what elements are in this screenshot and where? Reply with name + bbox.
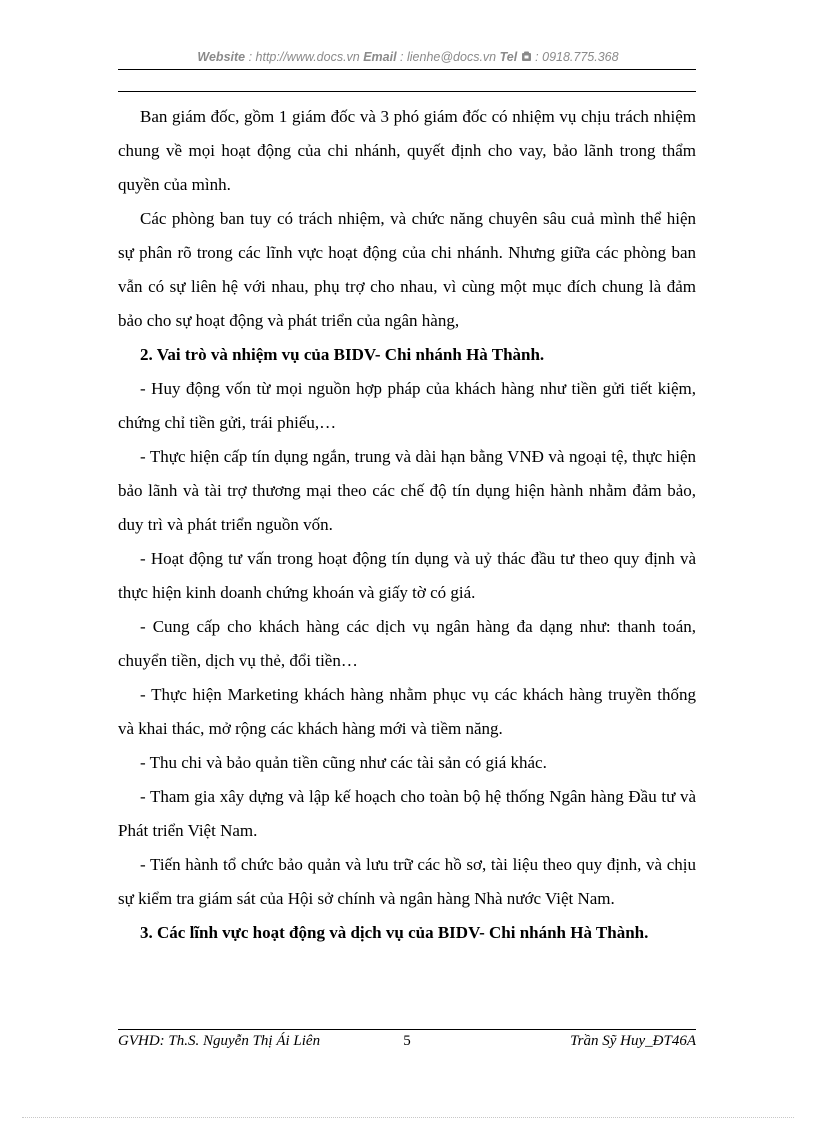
section-heading: 3. Các lĩnh vực hoạt động và dịch vụ của BIDV- Chi nhánh Hà Thành. — [140, 923, 649, 942]
document-body — [118, 100, 696, 950]
paragraph: - Tham gia xây dựng và lập kế hoạch cho toàn bộ hệ thống Ngân hàng Đầu tư và Phát triển Việt Nam. — [118, 787, 696, 840]
page-header — [0, 50, 816, 65]
page-number: 5 — [403, 1033, 411, 1049]
email-value: : lienhe@docs.vn — [396, 50, 500, 64]
author-name: Trần Sỹ Huy_ĐT46A — [570, 1033, 696, 1049]
footer-rule — [118, 1029, 696, 1030]
paragraph: - Tiến hành tổ chức bảo quản và lưu trữ các hồ sơ, tài liệu theo quy định, và chịu sự kiểm tra giám sát của Hội sở chính và ngân hàng Nhà nước Việt Nam. — [118, 855, 696, 908]
website-value: : http://www.docs.vn — [245, 50, 364, 64]
website-label: Website — [197, 50, 246, 64]
header-rule-top — [118, 69, 696, 70]
paragraph: - Thu chi và bảo quản tiền cũng như các tài sản có giá khác. — [140, 753, 547, 772]
section-heading: 2. Vai trò và nhiệm vụ của BIDV- Chi nhánh Hà Thành. — [140, 345, 545, 364]
paragraph: Ban giám đốc, gồm 1 giám đốc và 3 phó giám đốc có nhiệm vụ chịu trách nhiệm chung về mọi hoạt động của chi nhánh, quyết định cho vay, bảo lãnh trong thẩm quyền của mình. — [118, 107, 696, 194]
paragraph: - Huy động vốn từ mọi nguồn hợp pháp của khách hàng như tiền gửi tiết kiệm, chứng chỉ tiền gửi, trái phiếu,… — [118, 379, 696, 432]
paragraph: - Thực hiện cấp tín dụng ngắn, trung và dài hạn bằng VNĐ và ngoại tệ, thực hiện bảo lãnh và tài trợ thương mại theo các chế độ tín dụng hiện hành nhằm đảm bảo, duy trì và phát triển nguồn vốn. — [118, 447, 696, 534]
tel-value: : 0918.775.368 — [531, 50, 619, 64]
paragraph: - Thực hiện Marketing khách hàng nhằm phục vụ các khách hàng truyền thống và khai thác, mở rộng các khách hàng mới và tiềm năng. — [118, 685, 696, 738]
paragraph: Các phòng ban tuy có trách nhiệm, và chức năng chuyên sâu cuả mình thể hiện sự phân rõ trong các lĩnh vực hoạt động của chi nhánh. Nhưng giữa các phòng ban vẫn có sự liên hệ với nhau, phụ trợ cho nhau, vì cùng một mục đích chung là đảm bảo cho sự hoạt động và phát triển của ngân hàng, — [118, 209, 696, 330]
advisor-name: GVHD: Th.S. Nguyễn Thị Ái Liên — [118, 1033, 321, 1049]
paragraph: - Cung cấp cho khách hàng các dịch vụ ngân hàng đa dạng như: thanh toán, chuyển tiền, dịch vụ thẻ, đổi tiền… — [118, 617, 696, 670]
tel-label: Tel — [499, 50, 518, 64]
phone-icon — [521, 51, 532, 65]
page-edge — [22, 1117, 794, 1118]
header-rule-bottom — [118, 91, 696, 92]
page-footer — [118, 1033, 696, 1055]
paragraph: - Hoạt động tư vấn trong hoạt động tín dụng và uỷ thác đầu tư theo quy định và thực hiện kinh doanh chứng khoán và giấy tờ có giá. — [118, 549, 696, 602]
email-label: Email — [363, 50, 397, 64]
